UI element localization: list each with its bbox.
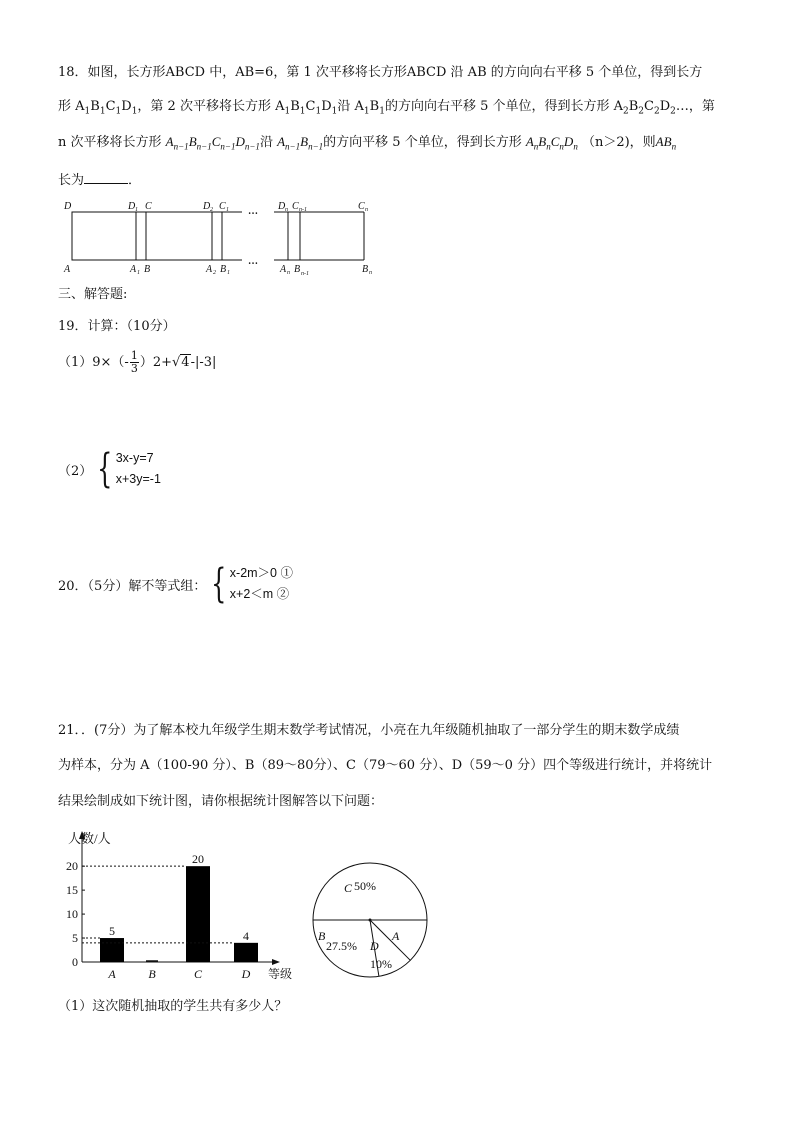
q18-line2: 形 $A_1B_1C_1D_1$，第 2 次平移将长方形 $A_1B_1C_1D_1$沿 $A_1B_1$的方向向右平移 5 个单位，得到长方形 $A_2B_2C_2D_2\dots$，第 — [58, 99, 715, 117]
x-tick-label: D — [241, 967, 251, 981]
q18-line3: n 次平移将长方形 $A_{n-1}B_{n-1}C_{n-1}D_{n-1}$沿 $A_{n-1}B_{n-1}$的方向平移 5 个单位，得到长方形 $A_nB_nC_nD_n$ （n＞2)，则$AB_n$ — [58, 134, 677, 152]
q20: 20．（5分）解不等式组： { x-2m＞0 ① x+2＜m ② — [58, 561, 293, 607]
bar-A — [100, 938, 124, 962]
pie-chart — [308, 858, 432, 982]
sqrt-sign: √ — [172, 355, 181, 370]
pie-label-B: B — [318, 929, 326, 943]
fig-label: A — [206, 264, 213, 275]
svg-text:n: n — [285, 207, 288, 213]
x-axis-arrow — [272, 959, 280, 965]
fig-label: … — [248, 256, 258, 267]
svg-text:1: 1 — [227, 270, 230, 276]
svg-text:1: 1 — [137, 270, 140, 276]
fig-label: D — [278, 201, 286, 212]
fig-label: B — [220, 264, 227, 275]
q19-title: 19．计算：（10分） — [58, 319, 176, 334]
bar-C — [186, 866, 210, 962]
fig-label: C — [145, 201, 152, 212]
y-axis-label: 人数/人 — [68, 831, 111, 846]
pie-percent-B: 27.5% — [326, 939, 357, 953]
answer-blank[interactable] — [84, 171, 128, 184]
fig-label: A — [280, 264, 287, 275]
x-tick-label: A — [108, 967, 116, 981]
bar-chart — [56, 825, 306, 985]
y-tick-label: 15 — [66, 883, 78, 898]
fig-label: B — [362, 264, 369, 275]
svg-text:2: 2 — [210, 207, 213, 213]
q21-line3: 结果绘制成如下统计图，请你根据统计图解答以下问题： — [58, 794, 384, 809]
y-tick-label: 5 — [72, 931, 78, 946]
fig-label: … — [248, 206, 258, 217]
fig-label: B — [294, 264, 301, 275]
q19-part2: （2） { 3x-y=7 x+3y=-1 — [58, 446, 161, 492]
fig-label: D — [203, 201, 211, 212]
x-tick-label: B — [148, 967, 156, 981]
pie-center — [369, 919, 372, 922]
pie-label-C: C — [344, 881, 353, 895]
x-tick-label: C — [193, 967, 203, 981]
q19-part1: （1）9×（- $\frac{1}{3}$ ）2+√4-|-3| — [58, 349, 217, 375]
y-tick-label: 20 — [66, 859, 78, 874]
q21-sub1: （1）这次随机抽取的学生共有多少人？ — [58, 999, 288, 1014]
fig-label: C — [358, 201, 365, 212]
y-tick-label: 10 — [66, 907, 78, 922]
fig-label: B — [144, 264, 151, 275]
q21-line2: 为样本，分为 A（100-90 分）、B（89～80分）、C（79～60 分）、D（59～0 分）四个等级进行统计，并将统计 — [58, 758, 713, 773]
bar-value-label: 20 — [192, 852, 204, 867]
rectangle-translation-figure — [60, 198, 380, 278]
bar-value-label: 4 — [243, 928, 249, 943]
pie-percent-D: 10% — [370, 957, 392, 971]
pie-label-D: D — [370, 939, 379, 953]
svg-text:2: 2 — [213, 270, 216, 276]
pie-percent-C: 50% — [354, 879, 376, 893]
fig-label: D — [128, 201, 136, 212]
pie-label-A: A — [392, 929, 400, 943]
bar-D — [234, 943, 258, 962]
q21-line1: 21．．(7分）为了解本校九年级学生期末数学考试情况，小亮在九年级随机抽取了一部分学生的期末数学成绩 — [58, 723, 680, 738]
bar-value-label: 5 — [109, 924, 115, 939]
section-heading: 三、解答题: — [58, 287, 128, 302]
q18-line1: 18．如图，长方形ABCD 中，AB=6，第 1 次平移将长方形ABCD 沿 AB 的方向向右平移 5 个单位，得到长方 — [58, 65, 703, 80]
svg-text:n: n — [365, 207, 368, 213]
q18-line4: 长为 ． — [58, 173, 142, 188]
fig-label: D — [64, 201, 72, 212]
fig-label: A — [64, 264, 71, 275]
fig-label: C — [292, 201, 299, 212]
x-axis-label: 等级 — [268, 967, 293, 981]
y-tick-label: 0 — [72, 955, 78, 969]
svg-text:1: 1 — [135, 207, 138, 213]
svg-text:n: n — [287, 270, 290, 276]
svg-text:n-1: n-1 — [301, 271, 309, 277]
svg-text:n-1: n-1 — [299, 207, 307, 213]
fraction: $\frac{1}{3}$ — [130, 349, 138, 375]
fig-label: A — [130, 264, 137, 275]
svg-text:n: n — [369, 270, 372, 276]
fig-label: C — [219, 201, 226, 212]
svg-text:1: 1 — [226, 207, 229, 213]
